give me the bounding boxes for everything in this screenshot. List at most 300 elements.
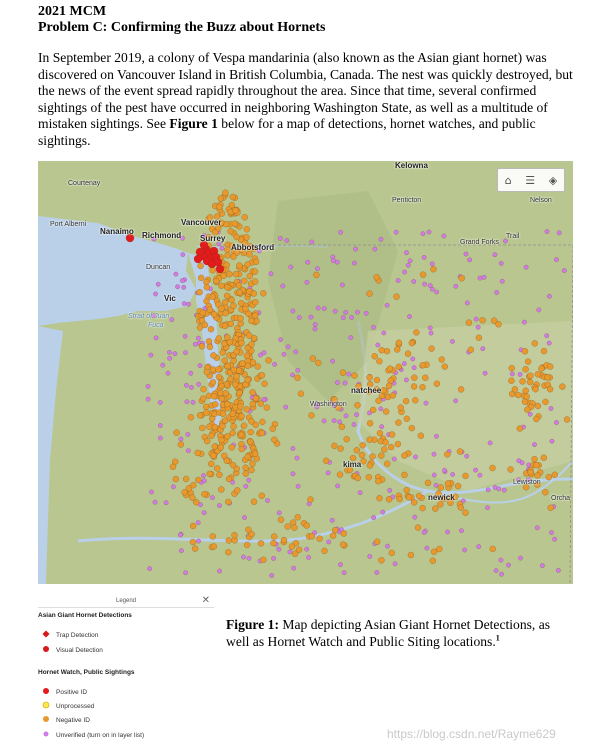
negative-marker[interactable] bbox=[201, 386, 207, 392]
negative-marker[interactable] bbox=[216, 374, 222, 380]
negative-marker[interactable] bbox=[195, 450, 201, 456]
negative-marker[interactable] bbox=[234, 349, 240, 355]
unverified-marker[interactable] bbox=[270, 573, 274, 577]
negative-marker[interactable] bbox=[425, 480, 431, 486]
unverified-marker[interactable] bbox=[333, 309, 337, 313]
unverified-marker[interactable] bbox=[201, 473, 205, 477]
unverified-marker[interactable] bbox=[305, 280, 309, 284]
list-icon[interactable]: ☰ bbox=[525, 173, 536, 187]
negative-marker[interactable] bbox=[366, 474, 372, 480]
unverified-marker[interactable] bbox=[281, 284, 285, 288]
negative-marker[interactable] bbox=[355, 402, 361, 408]
negative-marker[interactable] bbox=[236, 263, 242, 269]
negative-marker[interactable] bbox=[229, 202, 235, 208]
negative-marker[interactable] bbox=[250, 461, 256, 467]
unverified-marker[interactable] bbox=[385, 303, 389, 307]
negative-marker[interactable] bbox=[298, 391, 304, 397]
negative-marker[interactable] bbox=[213, 278, 219, 284]
negative-marker[interactable] bbox=[533, 462, 539, 468]
negative-marker[interactable] bbox=[404, 487, 410, 493]
negative-marker[interactable] bbox=[198, 263, 204, 269]
unverified-marker[interactable] bbox=[425, 546, 429, 550]
negative-marker[interactable] bbox=[444, 451, 450, 457]
negative-marker[interactable] bbox=[361, 458, 367, 464]
negative-marker[interactable] bbox=[266, 357, 272, 363]
negative-marker[interactable] bbox=[367, 437, 373, 443]
unverified-marker[interactable] bbox=[408, 259, 412, 263]
negative-marker[interactable] bbox=[231, 367, 237, 373]
negative-marker[interactable] bbox=[211, 544, 217, 550]
unverified-marker[interactable] bbox=[412, 279, 416, 283]
unverified-marker[interactable] bbox=[517, 459, 521, 463]
negative-marker[interactable] bbox=[310, 356, 316, 362]
unverified-marker[interactable] bbox=[379, 407, 383, 411]
negative-marker[interactable] bbox=[188, 414, 194, 420]
negative-marker[interactable] bbox=[388, 444, 394, 450]
negative-marker[interactable] bbox=[527, 379, 533, 385]
negative-marker[interactable] bbox=[317, 536, 323, 542]
unverified-marker[interactable] bbox=[297, 315, 301, 319]
negative-marker[interactable] bbox=[374, 377, 380, 383]
unverified-marker[interactable] bbox=[184, 383, 188, 387]
negative-marker[interactable] bbox=[367, 463, 373, 469]
negative-marker[interactable] bbox=[173, 476, 179, 482]
negative-marker[interactable] bbox=[259, 419, 265, 425]
unverified-marker[interactable] bbox=[557, 231, 561, 235]
unverified-marker[interactable] bbox=[352, 261, 356, 265]
negative-marker[interactable] bbox=[230, 462, 236, 468]
unverified-marker[interactable] bbox=[189, 385, 193, 389]
unverified-marker[interactable] bbox=[495, 290, 499, 294]
negative-marker[interactable] bbox=[408, 552, 414, 558]
negative-marker[interactable] bbox=[200, 310, 206, 316]
unverified-marker[interactable] bbox=[191, 400, 195, 404]
negative-marker[interactable] bbox=[564, 417, 570, 423]
negative-marker[interactable] bbox=[384, 348, 390, 354]
negative-marker[interactable] bbox=[210, 453, 216, 459]
unverified-marker[interactable] bbox=[289, 265, 293, 269]
negative-marker[interactable] bbox=[430, 558, 436, 564]
unverified-marker[interactable] bbox=[278, 337, 282, 341]
negative-marker[interactable] bbox=[378, 557, 384, 563]
unverified-marker[interactable] bbox=[338, 230, 342, 234]
unverified-marker[interactable] bbox=[262, 351, 266, 355]
unverified-marker[interactable] bbox=[430, 262, 434, 266]
negative-marker[interactable] bbox=[210, 379, 216, 385]
negative-marker[interactable] bbox=[222, 190, 228, 196]
unverified-marker[interactable] bbox=[532, 442, 536, 446]
unverified-marker[interactable] bbox=[527, 463, 531, 467]
negative-marker[interactable] bbox=[381, 446, 387, 452]
unverified-marker[interactable] bbox=[158, 436, 162, 440]
close-icon[interactable]: ✕ bbox=[201, 595, 210, 606]
unverified-marker[interactable] bbox=[171, 485, 175, 489]
negative-marker[interactable] bbox=[420, 362, 426, 368]
negative-marker[interactable] bbox=[239, 446, 245, 452]
negative-marker[interactable] bbox=[341, 531, 347, 537]
unverified-marker[interactable] bbox=[442, 468, 446, 472]
negative-marker[interactable] bbox=[207, 344, 213, 350]
negative-marker[interactable] bbox=[548, 505, 554, 511]
unverified-marker[interactable] bbox=[481, 347, 485, 351]
negative-marker[interactable] bbox=[260, 290, 266, 296]
negative-marker[interactable] bbox=[352, 373, 358, 379]
negative-marker[interactable] bbox=[258, 401, 264, 407]
negative-marker[interactable] bbox=[406, 494, 412, 500]
negative-marker[interactable] bbox=[542, 489, 548, 495]
negative-marker[interactable] bbox=[271, 540, 277, 546]
negative-marker[interactable] bbox=[370, 454, 376, 460]
unverified-marker[interactable] bbox=[196, 539, 200, 543]
unverified-marker[interactable] bbox=[465, 454, 469, 458]
unverified-marker[interactable] bbox=[179, 437, 183, 441]
unverified-marker[interactable] bbox=[175, 285, 179, 289]
unverified-marker[interactable] bbox=[473, 468, 477, 472]
unverified-marker[interactable] bbox=[272, 362, 276, 366]
negative-marker[interactable] bbox=[438, 485, 444, 491]
positive-marker[interactable] bbox=[196, 248, 204, 256]
negative-marker[interactable] bbox=[197, 289, 203, 295]
negative-marker[interactable] bbox=[374, 539, 380, 545]
negative-marker[interactable] bbox=[249, 531, 255, 537]
negative-marker[interactable] bbox=[309, 533, 315, 539]
negative-marker[interactable] bbox=[508, 467, 514, 473]
negative-marker[interactable] bbox=[248, 429, 254, 435]
unverified-marker[interactable] bbox=[510, 372, 514, 376]
unverified-marker[interactable] bbox=[247, 478, 251, 482]
negative-marker[interactable] bbox=[219, 383, 225, 389]
unverified-marker[interactable] bbox=[392, 457, 396, 461]
negative-marker[interactable] bbox=[231, 424, 237, 430]
negative-marker[interactable] bbox=[389, 550, 395, 556]
unverified-marker[interactable] bbox=[149, 353, 153, 357]
negative-marker[interactable] bbox=[250, 389, 256, 395]
negative-marker[interactable] bbox=[271, 437, 277, 443]
negative-marker[interactable] bbox=[515, 392, 521, 398]
unverified-marker[interactable] bbox=[331, 259, 335, 263]
negative-marker[interactable] bbox=[210, 352, 216, 358]
unverified-marker[interactable] bbox=[368, 554, 372, 558]
negative-marker[interactable] bbox=[379, 347, 385, 353]
unverified-marker[interactable] bbox=[220, 246, 224, 250]
unverified-marker[interactable] bbox=[354, 413, 358, 417]
negative-marker[interactable] bbox=[238, 315, 244, 321]
negative-marker[interactable] bbox=[199, 343, 205, 349]
unverified-marker[interactable] bbox=[284, 405, 288, 409]
negative-marker[interactable] bbox=[463, 473, 469, 479]
negative-marker[interactable] bbox=[259, 372, 265, 378]
negative-marker[interactable] bbox=[252, 269, 258, 275]
negative-marker[interactable] bbox=[220, 411, 226, 417]
unverified-marker[interactable] bbox=[326, 471, 330, 475]
negative-marker[interactable] bbox=[396, 340, 402, 346]
negative-marker[interactable] bbox=[225, 433, 231, 439]
unverified-marker[interactable] bbox=[309, 315, 313, 319]
unverified-marker[interactable] bbox=[422, 530, 426, 534]
unverified-marker[interactable] bbox=[330, 359, 334, 363]
negative-marker[interactable] bbox=[182, 489, 188, 495]
negative-marker[interactable] bbox=[420, 505, 426, 511]
unverified-marker[interactable] bbox=[394, 230, 398, 234]
negative-marker[interactable] bbox=[411, 375, 417, 381]
unverified-marker[interactable] bbox=[432, 452, 436, 456]
negative-marker[interactable] bbox=[437, 501, 443, 507]
negative-marker[interactable] bbox=[322, 548, 328, 554]
home-icon[interactable]: ⌂ bbox=[504, 173, 512, 187]
negative-marker[interactable] bbox=[211, 311, 217, 317]
negative-marker[interactable] bbox=[541, 348, 547, 354]
negative-marker[interactable] bbox=[524, 394, 530, 400]
unverified-marker[interactable] bbox=[149, 490, 153, 494]
unverified-marker[interactable] bbox=[465, 301, 469, 305]
negative-marker[interactable] bbox=[250, 401, 256, 407]
negative-marker[interactable] bbox=[253, 259, 259, 265]
negative-marker[interactable] bbox=[315, 360, 321, 366]
negative-marker[interactable] bbox=[398, 405, 404, 411]
negative-marker[interactable] bbox=[409, 425, 415, 431]
negative-marker[interactable] bbox=[430, 266, 436, 272]
unverified-marker[interactable] bbox=[375, 570, 379, 574]
negative-marker[interactable] bbox=[249, 467, 255, 473]
negative-marker[interactable] bbox=[262, 381, 268, 387]
negative-marker[interactable] bbox=[354, 447, 360, 453]
negative-marker[interactable] bbox=[212, 401, 218, 407]
negative-marker[interactable] bbox=[232, 221, 238, 227]
unverified-marker[interactable] bbox=[434, 483, 438, 487]
unverified-marker[interactable] bbox=[322, 306, 326, 310]
unverified-marker[interactable] bbox=[364, 311, 368, 315]
unverified-marker[interactable] bbox=[518, 556, 522, 560]
negative-marker[interactable] bbox=[197, 412, 203, 418]
negative-marker[interactable] bbox=[216, 335, 222, 341]
negative-marker[interactable] bbox=[436, 546, 442, 552]
negative-marker[interactable] bbox=[289, 544, 295, 550]
unverified-marker[interactable] bbox=[198, 363, 202, 367]
unverified-marker[interactable] bbox=[502, 488, 506, 492]
unverified-marker[interactable] bbox=[183, 351, 187, 355]
unverified-marker[interactable] bbox=[407, 314, 411, 318]
negative-marker[interactable] bbox=[442, 364, 448, 370]
negative-marker[interactable] bbox=[512, 386, 518, 392]
negative-marker[interactable] bbox=[295, 514, 301, 520]
negative-marker[interactable] bbox=[244, 226, 250, 232]
unverified-marker[interactable] bbox=[286, 345, 290, 349]
negative-marker[interactable] bbox=[246, 311, 252, 317]
negative-marker[interactable] bbox=[260, 557, 266, 563]
unverified-marker[interactable] bbox=[352, 422, 356, 426]
negative-marker[interactable] bbox=[383, 409, 389, 415]
negative-marker[interactable] bbox=[418, 433, 424, 439]
negative-marker[interactable] bbox=[219, 396, 225, 402]
unverified-marker[interactable] bbox=[427, 230, 431, 234]
negative-marker[interactable] bbox=[538, 366, 544, 372]
negative-marker[interactable] bbox=[222, 358, 228, 364]
negative-marker[interactable] bbox=[255, 364, 261, 370]
unverified-marker[interactable] bbox=[549, 530, 553, 534]
unverified-marker[interactable] bbox=[550, 439, 554, 443]
negative-marker[interactable] bbox=[225, 549, 231, 555]
unverified-marker[interactable] bbox=[445, 530, 449, 534]
negative-marker[interactable] bbox=[237, 390, 243, 396]
negative-marker[interactable] bbox=[338, 446, 344, 452]
negative-marker[interactable] bbox=[212, 444, 218, 450]
negative-marker[interactable] bbox=[232, 208, 238, 214]
negative-marker[interactable] bbox=[231, 303, 237, 309]
negative-marker[interactable] bbox=[239, 340, 245, 346]
unverified-marker[interactable] bbox=[242, 515, 246, 519]
unverified-marker[interactable] bbox=[181, 252, 185, 256]
unverified-marker[interactable] bbox=[217, 569, 221, 573]
unverified-marker[interactable] bbox=[467, 258, 471, 262]
negative-marker[interactable] bbox=[285, 524, 291, 530]
unverified-marker[interactable] bbox=[277, 547, 281, 551]
unverified-marker[interactable] bbox=[247, 556, 251, 560]
footnote-marker[interactable]: 1 bbox=[495, 633, 500, 643]
negative-marker[interactable] bbox=[204, 298, 210, 304]
unverified-marker[interactable] bbox=[271, 556, 275, 560]
negative-marker[interactable] bbox=[386, 383, 392, 389]
unverified-marker[interactable] bbox=[371, 325, 375, 329]
unverified-marker[interactable] bbox=[442, 234, 446, 238]
negative-marker[interactable] bbox=[532, 456, 538, 462]
unverified-marker[interactable] bbox=[158, 423, 162, 427]
negative-marker[interactable] bbox=[214, 465, 220, 471]
unverified-marker[interactable] bbox=[450, 339, 454, 343]
unverified-marker[interactable] bbox=[549, 406, 553, 410]
unverified-marker[interactable] bbox=[179, 548, 183, 552]
unverified-marker[interactable] bbox=[522, 320, 526, 324]
unverified-marker[interactable] bbox=[429, 331, 433, 335]
negative-marker[interactable] bbox=[207, 307, 213, 313]
positive-marker[interactable] bbox=[194, 255, 202, 263]
negative-marker[interactable] bbox=[225, 499, 231, 505]
unverified-marker[interactable] bbox=[153, 292, 157, 296]
unverified-marker[interactable] bbox=[545, 229, 549, 233]
unverified-marker[interactable] bbox=[291, 309, 295, 313]
unverified-marker[interactable] bbox=[335, 484, 339, 488]
unverified-marker[interactable] bbox=[547, 294, 551, 298]
negative-marker[interactable] bbox=[459, 275, 465, 281]
negative-marker[interactable] bbox=[411, 499, 417, 505]
negative-marker[interactable] bbox=[463, 510, 469, 516]
unverified-marker[interactable] bbox=[371, 515, 375, 519]
negative-marker[interactable] bbox=[270, 426, 276, 432]
unverified-marker[interactable] bbox=[349, 315, 353, 319]
unverified-marker[interactable] bbox=[316, 306, 320, 310]
unverified-marker[interactable] bbox=[562, 268, 566, 272]
negative-marker[interactable] bbox=[445, 480, 451, 486]
negative-marker[interactable] bbox=[244, 234, 250, 240]
negative-marker[interactable] bbox=[395, 420, 401, 426]
negative-marker[interactable] bbox=[228, 376, 234, 382]
negative-marker[interactable] bbox=[359, 452, 365, 458]
negative-marker[interactable] bbox=[208, 326, 214, 332]
unverified-marker[interactable] bbox=[482, 275, 486, 279]
negative-marker[interactable] bbox=[233, 271, 239, 277]
negative-marker[interactable] bbox=[401, 453, 407, 459]
unverified-marker[interactable] bbox=[294, 350, 298, 354]
unverified-marker[interactable] bbox=[464, 252, 468, 256]
negative-marker[interactable] bbox=[224, 293, 230, 299]
negative-marker[interactable] bbox=[396, 364, 402, 370]
negative-marker[interactable] bbox=[377, 430, 383, 436]
negative-marker[interactable] bbox=[309, 412, 315, 418]
negative-marker[interactable] bbox=[384, 461, 390, 467]
negative-marker[interactable] bbox=[439, 357, 445, 363]
negative-marker[interactable] bbox=[251, 499, 257, 505]
negative-marker[interactable] bbox=[241, 278, 247, 284]
unverified-marker[interactable] bbox=[241, 555, 245, 559]
unverified-marker[interactable] bbox=[428, 326, 432, 330]
unverified-marker[interactable] bbox=[554, 257, 558, 261]
negative-marker[interactable] bbox=[547, 386, 553, 392]
unverified-marker[interactable] bbox=[423, 282, 427, 286]
negative-marker[interactable] bbox=[247, 273, 253, 279]
unverified-marker[interactable] bbox=[154, 336, 158, 340]
negative-marker[interactable] bbox=[308, 497, 314, 503]
unverified-marker[interactable] bbox=[343, 381, 347, 385]
unverified-marker[interactable] bbox=[296, 484, 300, 488]
negative-marker[interactable] bbox=[528, 469, 534, 475]
negative-marker[interactable] bbox=[331, 443, 337, 449]
unverified-marker[interactable] bbox=[290, 373, 294, 377]
negative-marker[interactable] bbox=[239, 413, 245, 419]
unverified-marker[interactable] bbox=[404, 251, 408, 255]
negative-marker[interactable] bbox=[232, 532, 238, 538]
unverified-marker[interactable] bbox=[291, 472, 295, 476]
negative-marker[interactable] bbox=[252, 451, 258, 457]
unverified-marker[interactable] bbox=[341, 316, 345, 320]
unverified-marker[interactable] bbox=[430, 287, 434, 291]
negative-marker[interactable] bbox=[210, 533, 216, 539]
unverified-marker[interactable] bbox=[528, 412, 532, 416]
negative-marker[interactable] bbox=[203, 404, 209, 410]
unverified-marker[interactable] bbox=[189, 371, 193, 375]
unverified-marker[interactable] bbox=[388, 488, 392, 492]
unverified-marker[interactable] bbox=[269, 272, 273, 276]
negative-marker[interactable] bbox=[458, 386, 464, 392]
unverified-marker[interactable] bbox=[196, 520, 200, 524]
unverified-marker[interactable] bbox=[535, 526, 539, 530]
unverified-marker[interactable] bbox=[506, 563, 510, 567]
unverified-marker[interactable] bbox=[402, 361, 406, 365]
unverified-marker[interactable] bbox=[424, 401, 428, 405]
negative-marker[interactable] bbox=[226, 271, 232, 277]
figure-reference[interactable]: Figure 1 bbox=[169, 116, 218, 132]
unverified-marker[interactable] bbox=[180, 278, 184, 282]
unverified-marker[interactable] bbox=[306, 260, 310, 264]
negative-marker[interactable] bbox=[192, 546, 198, 552]
negative-marker[interactable] bbox=[230, 254, 236, 260]
unverified-marker[interactable] bbox=[554, 420, 558, 424]
unverified-marker[interactable] bbox=[402, 270, 406, 274]
negative-marker[interactable] bbox=[403, 398, 409, 404]
unverified-marker[interactable] bbox=[358, 491, 362, 495]
negative-marker[interactable] bbox=[532, 340, 538, 346]
negative-marker[interactable] bbox=[190, 539, 196, 545]
negative-marker[interactable] bbox=[378, 453, 384, 459]
negative-marker[interactable] bbox=[355, 475, 361, 481]
negative-marker[interactable] bbox=[203, 410, 209, 416]
unverified-marker[interactable] bbox=[344, 414, 348, 418]
negative-marker[interactable] bbox=[509, 365, 515, 371]
unverified-marker[interactable] bbox=[499, 261, 503, 265]
map-canvas[interactable] bbox=[38, 161, 573, 584]
negative-marker[interactable] bbox=[271, 534, 277, 540]
negative-marker[interactable] bbox=[381, 387, 387, 393]
unverified-marker[interactable] bbox=[488, 441, 492, 445]
negative-marker[interactable] bbox=[313, 272, 319, 278]
